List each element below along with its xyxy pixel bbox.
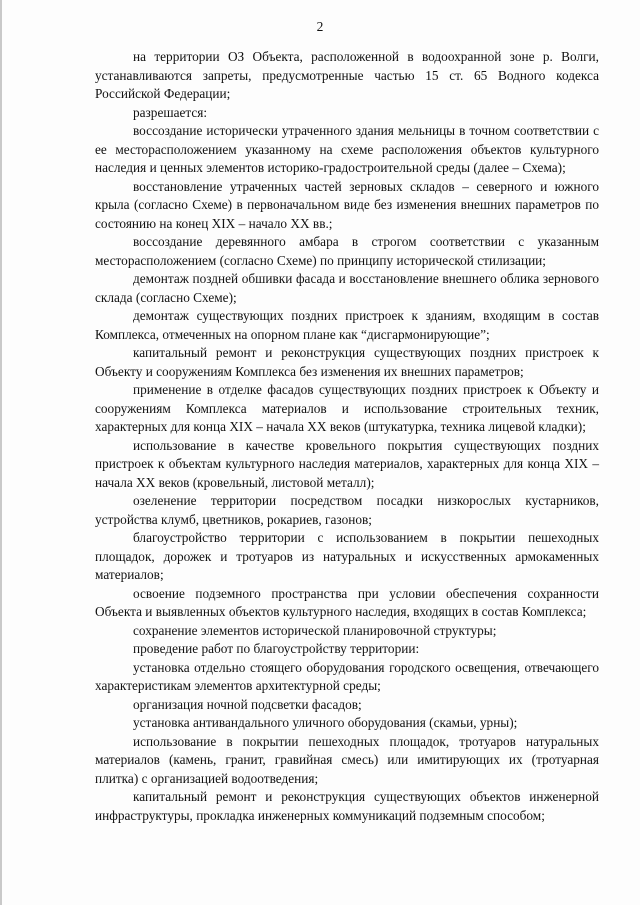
paragraph: воссоздание деревянного амбара в строгом соответствии с указанным месторасположением (согласно Схеме) по принципу исторической стилизации;	[95, 234, 599, 268]
paragraph: сохранение элементов исторической планировочной структуры;	[133, 622, 497, 638]
paragraph: капитальный ремонт и реконструкция существующих объектов инженерной инфраструктуры, прокладка инженерных коммуникаций подземным способом;	[95, 789, 599, 823]
paragraph: установка отдельно стоящего оборудования городского освещения, отвечающего характеристикам элементов архитектурной среды;	[95, 659, 599, 693]
document-body	[95, 48, 599, 825]
paragraph: озеленение территории посредством посадки низкорослых кустарников, устройства клумб, цветников, рокариев, газонов;	[95, 493, 599, 527]
paragraph: организация ночной подсветки фасадов;	[133, 696, 362, 712]
paragraph: проведение работ по благоустройству территории:	[133, 641, 420, 656]
paragraph: демонтаж поздней обшивки фасада и восстановление внешнего облика зернового склада (согласно Схеме);	[95, 271, 599, 305]
paragraph: капитальный ремонт и реконструкция существующих поздних пристроек к Объекту и сооружениям Комплекса без изменения их внешних параметров;	[95, 345, 599, 379]
scan-edge-shadow	[0, 0, 2, 905]
paragraph: применение в отделке фасадов существующих поздних пристроек к Объекту и сооружениям Комплекса материалов и использование строительных техник, характерных для конца XIX – начала XX веков (штукатурка, техника лицевой кладки);	[95, 382, 599, 434]
paragraph: демонтаж существующих поздних пристроек к зданиям, входящим в состав Комплекса, отмеченных на опорном плане как “дисгармонирующие”;	[95, 308, 599, 342]
paragraph: разрешается:	[133, 104, 208, 120]
paragraph: использование в покрытии пешеходных площадок, тротуаров натуральных материалов (камень, гранит, гравийная смесь) или имитирующих их (тротуарная плитка) с организацией водоотведения;	[95, 733, 599, 786]
page-number: 2	[316, 19, 324, 34]
paragraph: использование в качестве кровельного покрытия существующих поздних пристроек к объектам культурного наследия материалов, характерных для конца XIX – начала XX веков (кровельный, листовой металл);	[95, 437, 599, 490]
paragraph: благоустройство территории с использованием в покрытии пешеходных площадок, дорожек и тротуаров из натуральных и искусственных армокаменных материалов;	[95, 530, 599, 582]
paragraph: на территории ОЗ Объекта, расположенной в водоохранной зоне р. Волги, устанавливаются запреты, предусмотренные частью 15 ст. 65 Водного кодекса Российской Федерации;	[95, 49, 599, 101]
paragraph: восстановление утраченных частей зерновых складов – северного и южного крыла (согласно Схеме) в первоначальном виде без изменения внешних параметров по состоянию на конец XIX – начало XX вв.;	[95, 178, 599, 231]
paragraph: воссоздание исторически утраченного здания мельницы в точном соответствии с ее месторасположением указанному на схеме расположения объектов культурного наследия и ценных элементов историко-градостроительной среды (далее – Схема);	[95, 123, 599, 175]
paragraph: освоение подземного пространства при условии обеспечения сохранности Объекта и выявленных объектов культурного наследия, входящих в состав Комплекса;	[95, 585, 599, 619]
paragraph: установка антивандального уличного оборудования (скамьи, урны);	[133, 715, 518, 730]
